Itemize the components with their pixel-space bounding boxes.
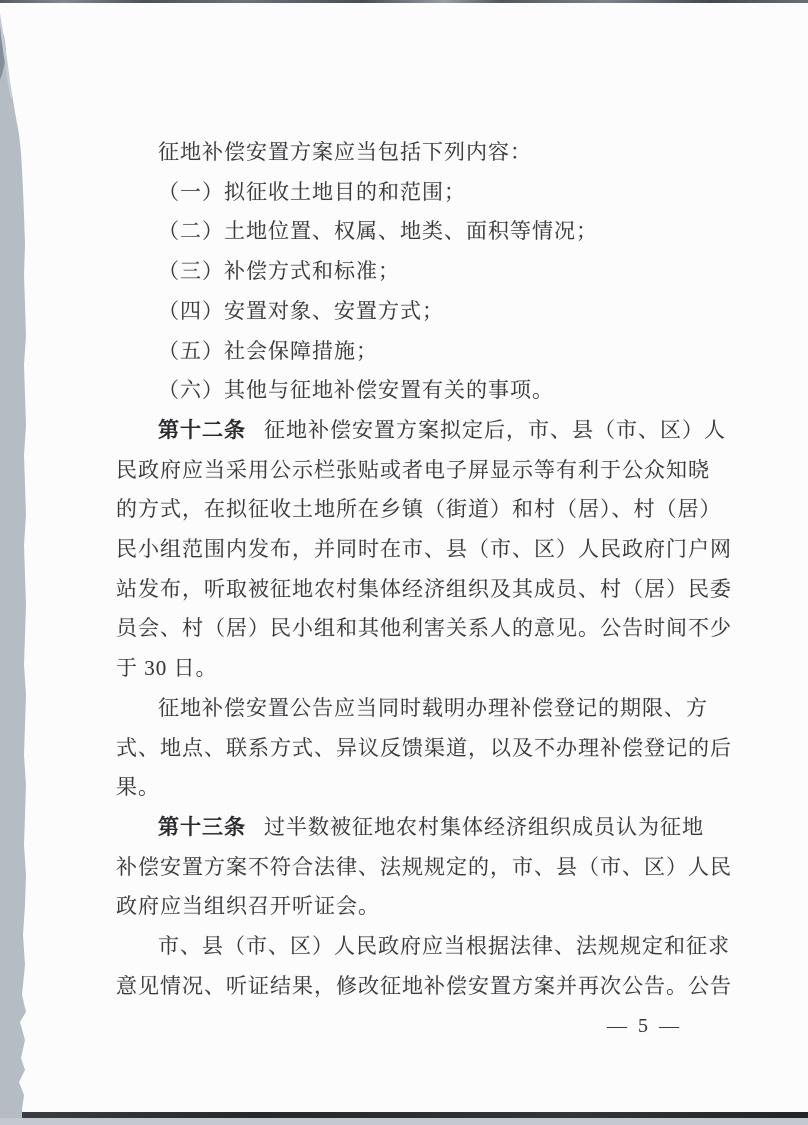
text-line bbox=[116, 490, 720, 530]
line-text: 站发布，听取被征地农村集体经济组织及其成员、村（居）民委 bbox=[116, 576, 732, 601]
line-text: （五）社会保障措施； bbox=[158, 338, 378, 363]
line-text: 于 30 日。 bbox=[116, 656, 218, 681]
text-line bbox=[116, 808, 720, 848]
line-text: 政府应当组织召开听证会。 bbox=[116, 894, 380, 919]
text-line bbox=[116, 848, 732, 888]
text-line bbox=[116, 967, 732, 1007]
text-line bbox=[116, 212, 720, 252]
scanner-background-band bbox=[0, 1118, 808, 1125]
text-line bbox=[116, 927, 730, 967]
document-body-text bbox=[116, 133, 732, 1006]
line-text: （六）其他与征地补偿安置有关的事项。 bbox=[158, 378, 554, 403]
text-line bbox=[116, 609, 732, 649]
line-text: 的方式，在拟征收土地所在乡镇（街道）和村（居）、村（居） bbox=[116, 497, 722, 522]
text-line bbox=[116, 292, 720, 332]
line-text: 征地补偿安置方案应当包括下列内容： bbox=[158, 140, 532, 164]
line-text: 补偿安置方案不符合法律、法规规定的，市、县（市、区）人民 bbox=[116, 854, 732, 879]
line-text: 征地补偿安置公告应当同时载明办理补偿登记的期限、方 bbox=[158, 695, 708, 720]
line-text: 征地补偿安置方案拟定后，市、县（市、区）人 bbox=[264, 417, 726, 442]
page-number: — 5 — bbox=[607, 1015, 682, 1037]
text-line bbox=[116, 887, 720, 927]
line-text: 式、地点、联系方式、异议反馈渠道，以及不办理补偿登记的后 bbox=[116, 735, 732, 760]
line-text: 员会、村（居）民小组和其他利害关系人的意见。公告时间不少 bbox=[116, 616, 732, 641]
text-line bbox=[116, 133, 720, 173]
line-text: （三）补偿方式和标准； bbox=[158, 259, 400, 284]
text-line bbox=[116, 173, 720, 213]
text-line bbox=[116, 451, 720, 491]
line-text: （四）安置对象、安置方式； bbox=[158, 298, 444, 323]
line-text: 市、县（市、区）人民政府应当根据法律、法规规定和征求 bbox=[158, 934, 730, 959]
text-line bbox=[116, 332, 720, 372]
line-text: 民小组范围内发布，并同时在市、县（市、区）人民政府门户网 bbox=[116, 537, 732, 562]
article-number: 第十二条 bbox=[158, 417, 246, 442]
top-scan-edge-line bbox=[0, 0, 808, 3]
line-text: 果。 bbox=[116, 775, 160, 800]
text-line bbox=[116, 530, 732, 570]
torn-page-edge bbox=[0, 0, 32, 1125]
line-text: 意见情况、听证结果，修改征地补偿安置方案并再次公告。公告 bbox=[116, 973, 732, 998]
text-line bbox=[116, 649, 720, 689]
text-line bbox=[116, 411, 726, 451]
article-number: 第十三条 bbox=[158, 814, 246, 839]
text-line bbox=[116, 768, 720, 808]
text-line bbox=[116, 729, 732, 769]
text-line bbox=[116, 570, 732, 610]
text-line bbox=[116, 689, 720, 729]
line-text: 过半数被征地农村集体经济组织成员认为征地 bbox=[264, 814, 704, 839]
line-text: （一）拟征收土地目的和范围； bbox=[158, 179, 466, 204]
line-text: 民政府应当采用公示栏张贴或者电子屏显示等有利于公众知晓 bbox=[116, 457, 710, 482]
line-text: （二）土地位置、权属、地类、面积等情况； bbox=[158, 219, 598, 244]
text-line bbox=[116, 252, 720, 292]
text-line bbox=[116, 371, 720, 411]
